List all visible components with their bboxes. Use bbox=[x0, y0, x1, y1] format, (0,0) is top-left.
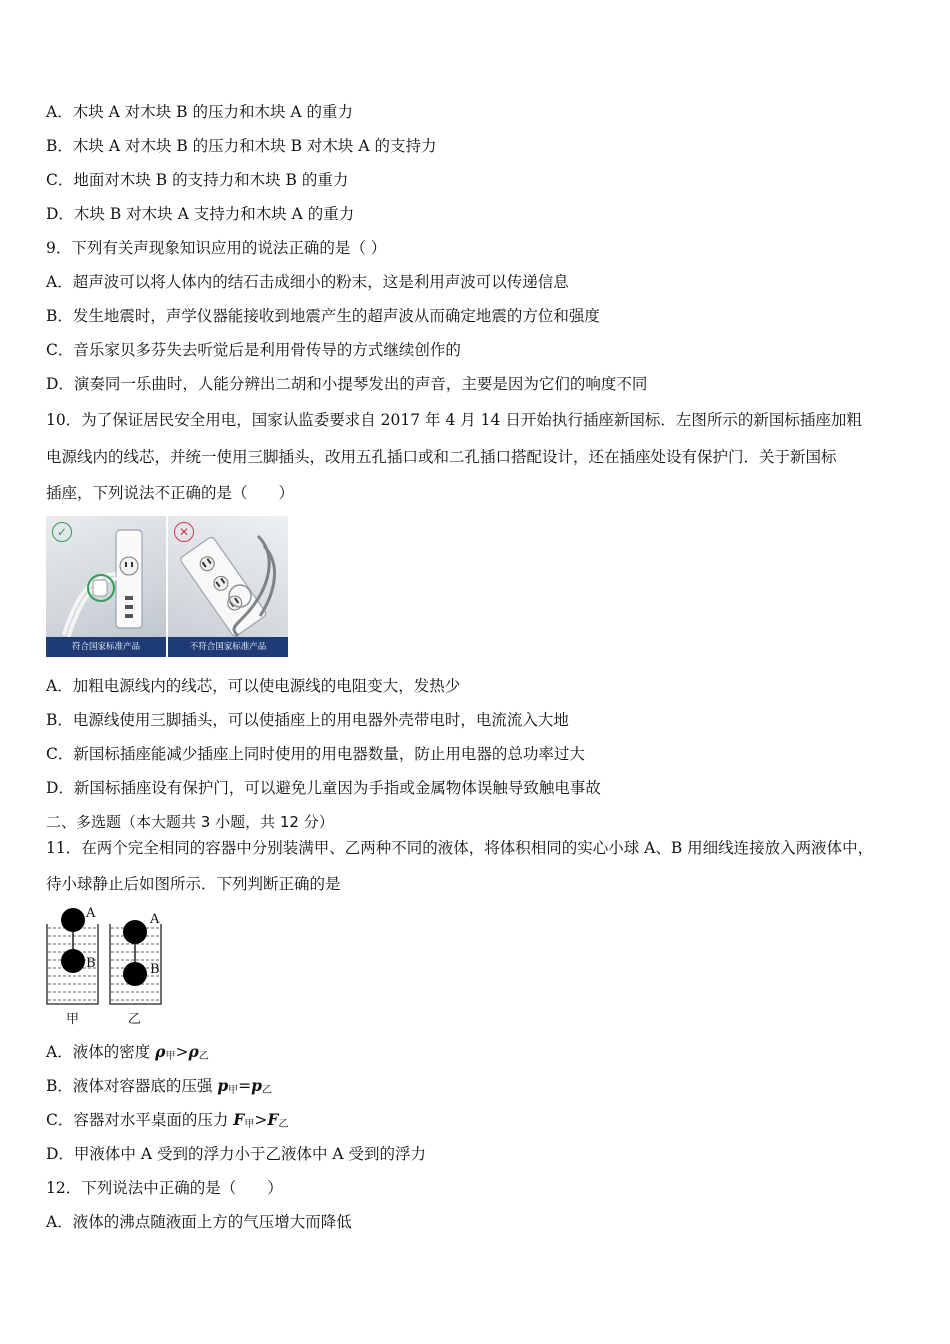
q9-stem: 9．下列有关声现象知识应用的说法正确的是（ ） bbox=[46, 239, 387, 257]
container-yi-label: 乙 bbox=[128, 1012, 142, 1027]
compliant-socket-panel bbox=[46, 516, 166, 657]
q11a-operator: > bbox=[175, 1043, 189, 1061]
q11c-symbol-1: F bbox=[233, 1110, 245, 1129]
q11a-symbol-2: ρ bbox=[188, 1042, 199, 1061]
q11-option-a bbox=[46, 1041, 930, 1068]
q10-option-d: D．新国标插座设有保护门，可以避免儿童因为手指或金属物体误触导致触电事故 bbox=[46, 779, 601, 797]
q11-option-d: D．甲液体中 A 受到的浮力小于乙液体中 A 受到的浮力 bbox=[46, 1145, 427, 1163]
q12-stem: 12．下列说法中正确的是（ ） bbox=[46, 1179, 283, 1197]
q11c-prefix: C．容器对水平桌面的压力 bbox=[46, 1111, 234, 1129]
compliant-caption: 符合国家标准产品 bbox=[46, 637, 166, 657]
q11b-subscript-1: 甲 bbox=[228, 1085, 239, 1096]
q8-option-b: B．木块 A 对木块 B 的压力和木块 B 对木块 A 的支持力 bbox=[46, 137, 437, 155]
q11-stem-line1: 11．在两个完全相同的容器中分别装满甲、乙两种不同的液体，将体积相同的实心小球 A、B 用细线连接放入两液体中， bbox=[46, 839, 874, 857]
q11b-symbol-2: p bbox=[251, 1076, 263, 1095]
q10-stem-line3: 插座，下列说法不正确的是（ ） bbox=[46, 484, 295, 502]
liquid-containers-figure bbox=[46, 904, 176, 1028]
section-heading-multiple-choice: 二、多选题（本大题共 3 小题，共 12 分） bbox=[46, 813, 334, 831]
q9-option-d: D．演奏同一乐曲时，人能分辨出二胡和小提琴发出的声音，主要是因为它们的响度不同 bbox=[46, 375, 648, 393]
q9-option-b: B．发生地震时，声学仪器能接收到地震产生的超声波从而确定地震的方位和强度 bbox=[46, 307, 600, 325]
ball-a-label-jia: A bbox=[86, 906, 96, 921]
q11c-subscript-1: 甲 bbox=[244, 1119, 255, 1130]
q11-option-c bbox=[46, 1109, 930, 1136]
q9-option-c: C．音乐家贝多芬失去听觉后是利用骨传导的方式继续创作的 bbox=[46, 341, 461, 359]
noncompliant-caption: 不符合国家标准产品 bbox=[168, 637, 288, 657]
noncompliant-socket-panel bbox=[168, 516, 288, 657]
q11c-symbol-2: F bbox=[267, 1110, 279, 1129]
q10-stem-line1: 10．为了保证居民安全用电，国家认监委要求自 2017 年 4 月 14 日开始执行插座新国标．左图所示的新国标插座加粗 bbox=[46, 411, 862, 429]
q11a-subscript-1: 甲 bbox=[165, 1051, 176, 1062]
ball-b-label-yi: B bbox=[150, 962, 160, 977]
q8-option-d: D．木块 B 对木块 A 支持力和木块 A 的重力 bbox=[46, 205, 355, 223]
q11a-subscript-2: 乙 bbox=[198, 1051, 209, 1062]
q11-option-b bbox=[46, 1075, 930, 1102]
q11a-prefix: A．液体的密度 bbox=[46, 1043, 156, 1061]
q11c-subscript-2: 乙 bbox=[278, 1119, 289, 1130]
q11-stem-line2: 待小球静止后如图所示．下列判断正确的是 bbox=[46, 875, 341, 893]
cross-icon: ✕ bbox=[174, 522, 194, 542]
q9-option-a: A．超声波可以将人体内的结石击成细小的粉末，这是利用声波可以传递信息 bbox=[46, 273, 569, 291]
check-icon: ✓ bbox=[52, 522, 72, 542]
q10-stem-line2: 电源线内的线芯，并统一使用三脚插头，改用五孔插口或和二孔插口搭配设计，还在插座处设有保护门．关于新国标 bbox=[46, 448, 837, 466]
ball-b-label-jia: B bbox=[86, 956, 96, 971]
q8-option-c: C．地面对木块 B 的支持力和木块 B 的重力 bbox=[46, 171, 349, 189]
q10-option-c: C．新国标插座能减少插座上同时使用的用电器数量，防止用电器的总功率过大 bbox=[46, 745, 585, 763]
container-jia-label: 甲 bbox=[66, 1012, 80, 1027]
q11a-symbol-1: ρ bbox=[155, 1042, 166, 1061]
q11b-operator: = bbox=[238, 1077, 252, 1095]
q10-option-a: A．加粗电源线内的线芯，可以使电源线的电阻变大，发热少 bbox=[46, 677, 461, 695]
q12-option-a: A．液体的沸点随液面上方的气压增大而降低 bbox=[46, 1213, 352, 1231]
q11c-operator: > bbox=[254, 1111, 268, 1129]
q11b-symbol-1: p bbox=[217, 1076, 229, 1095]
ball-a-label-yi: A bbox=[150, 912, 160, 927]
q11b-subscript-2: 乙 bbox=[262, 1085, 273, 1096]
q8-option-a: A．木块 A 对木块 B 的压力和木块 A 的重力 bbox=[46, 103, 354, 121]
q11b-prefix: B．液体对容器底的压强 bbox=[46, 1077, 218, 1095]
q10-option-b: B．电源线使用三脚插头，可以使插座上的用电器外壳带电时，电流流入大地 bbox=[46, 711, 569, 729]
socket-comparison-figure bbox=[46, 516, 288, 657]
